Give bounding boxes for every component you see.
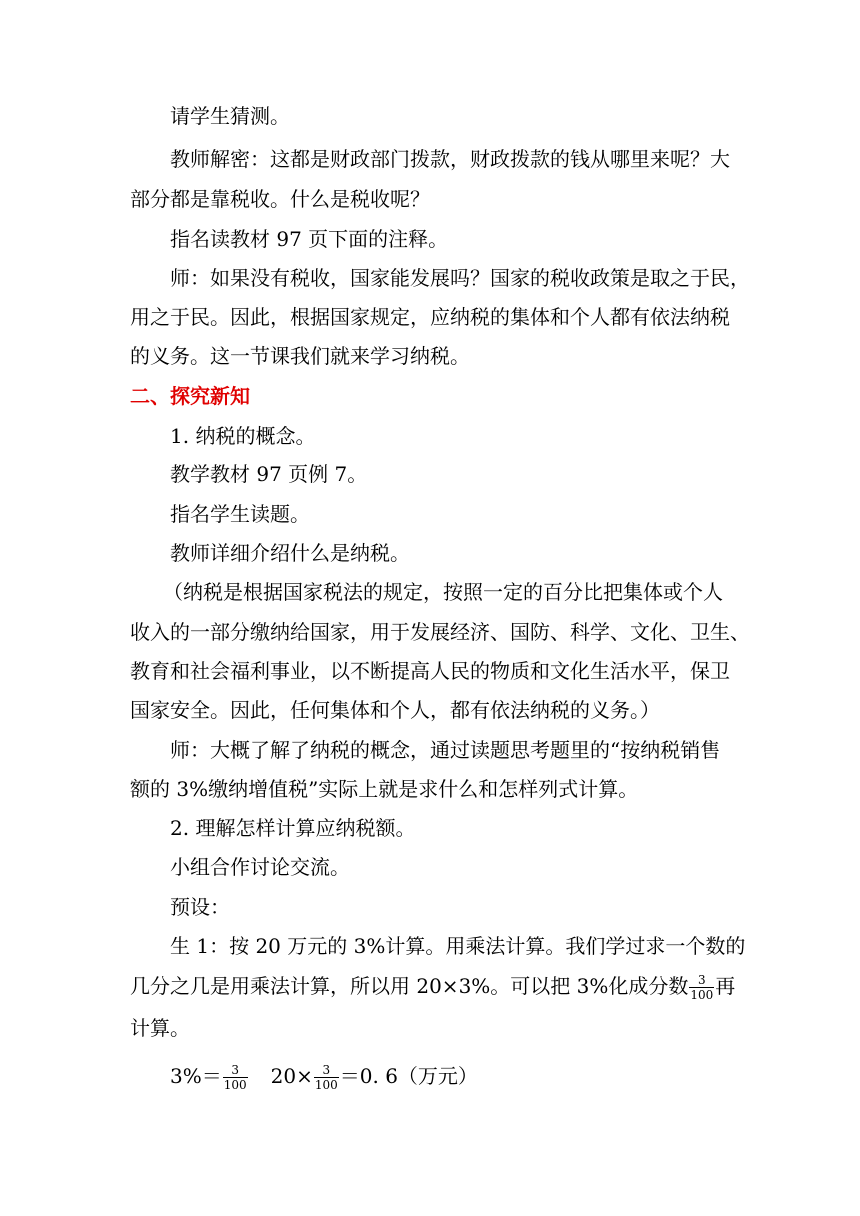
paragraph-line: 指名学生读题。 <box>170 502 310 526</box>
paragraph-line: 额的 3%缴纳增值税”实际上就是求什么和怎样列式计算。 <box>130 777 639 801</box>
paragraph-line: 收入的一部分缴纳给国家，用于发展经济、国防、科学、文化、卫生、 <box>130 620 750 644</box>
paragraph-line: 国家安全。因此，任何集体和个人，都有依法纳税的义务。） <box>130 698 660 722</box>
formula-segment: 20× <box>270 1064 313 1088</box>
fraction <box>689 973 714 1002</box>
paragraph-line-with-fraction <box>130 972 740 1002</box>
text-segment: 几分之几是用乘法计算，所以用 20×3%。可以把 3%化成分数 <box>130 974 689 998</box>
paragraph-line: 生 1：按 20 万元的 3%计算。用乘法计算。我们学过求一个数的 <box>170 934 746 958</box>
paragraph-line: 部分都是靠税收。什么是税收呢？ <box>130 187 430 211</box>
fraction <box>223 1063 248 1092</box>
fraction <box>314 1063 339 1092</box>
fraction-denominator: 100 <box>690 988 714 1002</box>
paragraph-line: 2. 理解怎样计算应纳税额。 <box>170 816 416 840</box>
paragraph-line: 教师解密：这都是财政部门拨款，财政拨款的钱从哪里来呢？大 <box>170 147 730 171</box>
paragraph-line: 用之于民。因此，根据国家规定，应纳税的集体和个人都有依法纳税 <box>130 305 730 329</box>
paragraph-line: 预设： <box>170 895 230 919</box>
paragraph-line: （纳税是根据国家税法的规定，按照一定的百分比把集体或个人 <box>163 580 723 604</box>
paragraph-line: 教学教材 97 页例 7。 <box>170 462 368 486</box>
fraction-numerator: 3 <box>223 1063 248 1078</box>
fraction-numerator: 3 <box>314 1063 339 1078</box>
text-segment: 再 <box>715 974 736 998</box>
fraction-numerator: 3 <box>689 973 714 988</box>
paragraph-line: 请学生猜测。 <box>170 104 290 128</box>
fraction-denominator: 100 <box>314 1078 338 1092</box>
paragraph-line: 1. 纳税的概念。 <box>170 424 316 448</box>
paragraph-line: 师：如果没有税收，国家能发展吗？国家的税收政策是取之于民， <box>170 266 750 290</box>
formula-line <box>170 1062 780 1092</box>
paragraph-line: 小组合作讨论交流。 <box>170 855 350 879</box>
paragraph-line: 计算。 <box>130 1016 190 1040</box>
formula-segment: ＝0. 6（万元） <box>339 1064 478 1088</box>
section-heading: 二、探究新知 <box>130 384 250 408</box>
paragraph-line: 师：大概了解了纳税的概念，通过读题思考题里的“按纳税销售 <box>170 738 721 762</box>
fraction-denominator: 100 <box>223 1078 247 1092</box>
paragraph-line: 的义务。这一节课我们就来学习纳税。 <box>130 344 470 368</box>
paragraph-line: 教育和社会福利事业，以不断提高人民的物质和文化生活水平，保卫 <box>130 659 730 683</box>
formula-segment: 3%＝ <box>170 1064 222 1088</box>
paragraph-line: 指名读教材 97 页下面的注释。 <box>170 227 449 251</box>
paragraph-line: 教师详细介绍什么是纳税。 <box>170 541 410 565</box>
